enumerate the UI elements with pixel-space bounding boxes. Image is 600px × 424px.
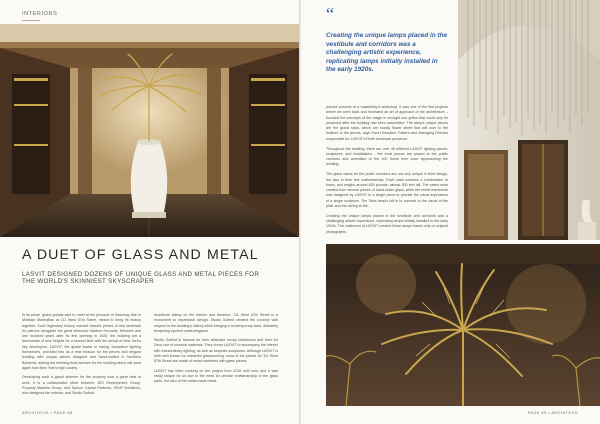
glass-rod-chandelier-photo [458,0,600,240]
paragraph: precise process of a masterfully's workshop. It was one of the first projects where we went back and recreated an art of approach of the architecture – founded the concepts of the magic in wrought iron grilles that could only be produced after the building had been assembled. The lamp's unique pieces are the grand stars, which are mostly flower sheet that wilt over to the finishes of the pieces, says Pavel Krusalek, Pattern and Managing Director responsible for LASVIT's North American presence. [326,105,448,141]
page-footer-left: ARCHITECH • PAGE 88 [22,411,73,415]
pull-quote: Creating the unique lamps placed in the vestibule and corridors was a challenging artistic experience, replicating lamps initially installed in the early 1920s. [326,32,448,74]
paragraph: Creating the unique lamps placed in the vestibule and corridors was a challenging artistic experience, replicating lamps initially installed in the early 1920s. The craftsmen at LASVIT created these lamps based only on original photographs. [326,213,448,234]
paragraph: LASVIT has been working on the project from 2016 until now, and it was really unique for us due to the need for precise craftsmanship of the glass parts, but also of the metal-made metal. [154,368,278,384]
left-text-column-2 [154,313,278,389]
page-footer-right: PAGE 89 • ARCHITECH [527,411,578,415]
section-label: INTERIORS [22,11,58,17]
left-text-column-1 [22,313,141,400]
lobby-photo [0,24,299,237]
paragraph: Throughout the building, there are over 45 different LASVIT lighting pieces, sculptures, and installations - the most pieces are placed at the public corridors and amenities of the 100 floors ever once approaching the building. [326,146,448,167]
article-deck: LASVIT DESIGNED DOZENS OF UNIQUE GLASS AND METAL PIECES FOR THE WORLD'S SKINNIEST SKYSCRAPER [22,271,260,286]
left-page [0,0,299,424]
gold-palm-sculpture-photo [326,244,600,406]
paragraph: Developing such a grand scheme for the property took a great deal of work, it is a collaborative effort between JDS Development Group, Property Markets Group, and Spruce Capital Partners, SHoP Architects, who designed the exterior, and Studio Sofield. [22,375,141,396]
paragraph: In its prime, grand portals said to meet at the pinnacle of Steinway Hall in Midtown Manhattan at 111 West 57th Street, meant to bring its history together. Such legendary history warrant brand's pieces of this landmark for patrons alongside the great virtuosos Vladimir Horowitz, Menuhin and one hundred years after its first opening in 1925, the building set a benchmark of new heights for a second time with the arrival of New York's key developers. LASVIT, the global leader in daring, innovative lighting themselves, provided this as a new beacon for the pieces and elegant building with unique pieces designed and hand-crafted in Northern Bohemia, adding the finishing final touches for the building which will once again host New York's high society. [22,313,141,370]
paragraph: Architects taking on the interior and furniture. 111 West 57th Street is a monument to impressive design. Studio Sofield created the concept with respect to the building's history while bringing a contemporary twist, delicately tempering opulent crafts elegance. [154,313,278,333]
article-headline: A DUET OF GLASS AND METAL [22,247,259,263]
paragraph: The glass vases for the public corridors are not only unique in their design, but also in their fine craftsmanship. Each vase contains a combination of brass, and weighs around 600 pounds, almost 300 feet tall. The vases were created from several pieces of hand-made glass, while the metal framework was designed by LASVIT in a single piece to provide the visual impression of a single sculpture. The Tetra lamp's loft is to connect to the visual of the pillar and the ceiling to the. [326,172,448,209]
right-text-column [326,105,448,240]
quote-mark-icon: “ [326,4,334,24]
section-label-rule [22,20,40,21]
paragraph: Studio Sofield is famous for their attractive luxury residences and their Art Deco use of unusual materials. They chose LASVIT to accompany the interior with extraordinary lighting, as well as bespoke sculptures. Although LASVIT is both well known for masterful glassworking, most of the pieces for 111 West 57th Street are made of metal combined with glass pieces. [154,338,278,364]
